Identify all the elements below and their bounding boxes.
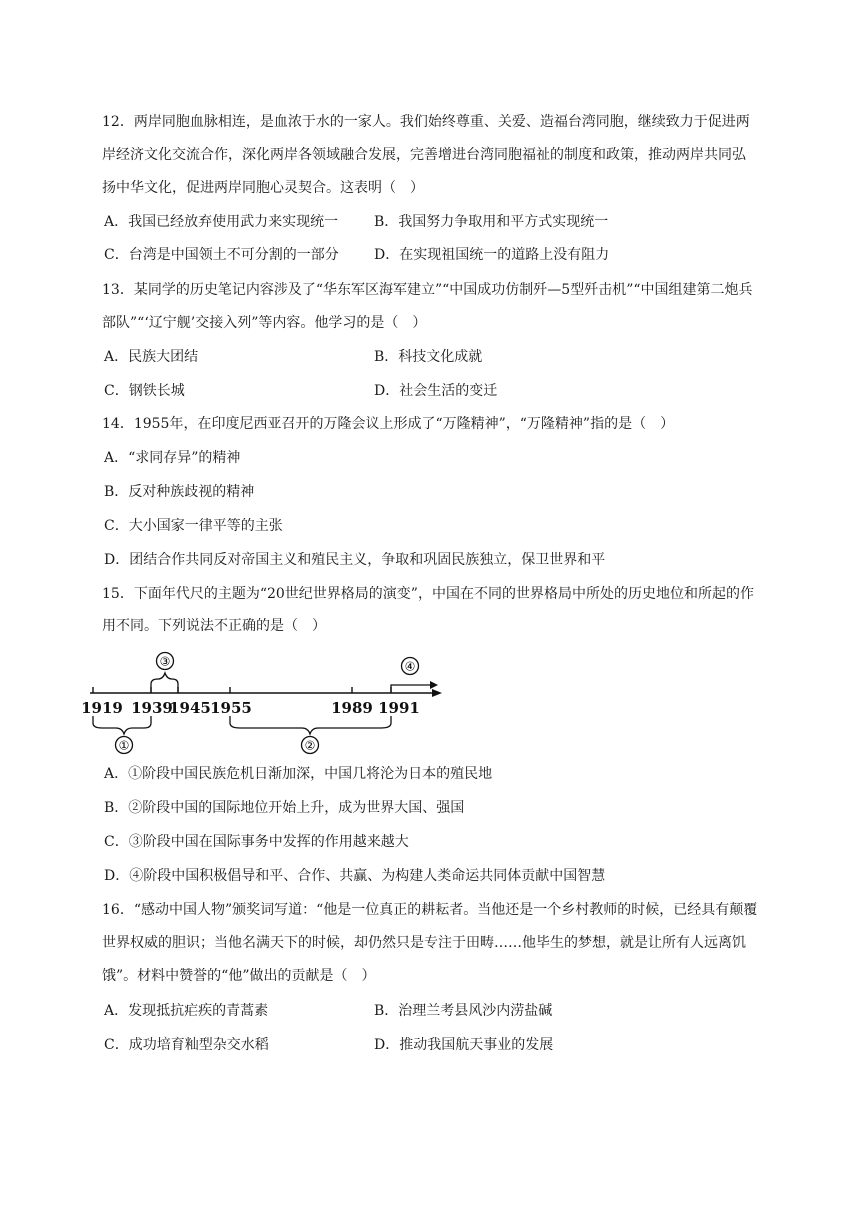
q16-option-b: B．治理兰考县风沙内涝盐碱 [374, 1003, 553, 1019]
timeline-year-1989: 1989 [331, 699, 373, 717]
timeline-year-1939: 1939 [131, 699, 173, 717]
q15-stem-line-1: 15．下面年代尺的主题为“20世纪世界格局的演变”，中国在不同的世界格局中所处的历史地位和所起的作 [102, 586, 754, 602]
q12-option-b: B．我国努力争取用和平方式实现统一 [374, 214, 609, 230]
q12-stem-line-3: 扬中华文化，促进两岸同胞心灵契合。这表明（ ） [102, 180, 424, 196]
q16-stem-line-1: 16．“感动中国人物”颁奖词写道：“他是一位真正的耕耘者。当他还是一个乡村教师的时候，已经具有颠覆 [102, 902, 758, 918]
q16-option-a: A．发现抵抗疟疾的青蒿素 [104, 1003, 269, 1019]
q16-stem-line-3: 饿”。材料中赞誉的“他”做出的贡献是（ ） [102, 968, 376, 984]
timeline-marker-2 [230, 716, 391, 754]
q14-option-d: D．团结合作共同反对帝国主义和殖民主义，争取和巩固民族独立，保卫世界和平 [104, 552, 606, 568]
q14-option-c: C．大小国家一律平等的主张 [104, 518, 283, 534]
q14-option-b: B．反对种族歧视的精神 [104, 484, 255, 500]
svg-text:①: ① [118, 738, 130, 753]
q12-option-d: D．在实现祖国统一的道路上没有阻力 [374, 247, 610, 263]
timeline-marker-3 [151, 653, 178, 694]
q12-option-a: A．我国已经放弃使用武力来实现统一 [104, 214, 339, 230]
timeline-year-1991: 1991 [378, 699, 420, 717]
q15-option-d: D．④阶段中国积极倡导和平、合作、共赢、为构建人类命运共同体贡献中国智慧 [104, 868, 606, 884]
q12-stem-line-2: 岸经济文化交流合作，深化两岸各领域融合发展，完善增进台湾同胞福祉的制度和政策，推动两岸共同弘 [102, 147, 746, 163]
q12-stem-line-1: 12．两岸同胞血脉相连，是血浓于水的一家人。我们始终尊重、关爱、造福台湾同胞，继续致力于促进两 [102, 114, 750, 130]
q13-option-c: C．钢铁长城 [104, 383, 185, 399]
q15-option-a: A．①阶段中国民族危机日渐加深，中国几将沦为日本的殖民地 [104, 766, 493, 782]
q13-option-b: B．科技文化成就 [374, 349, 483, 365]
timeline-year-1919: 1919 [81, 699, 123, 717]
q15-option-b: B．②阶段中国的国际地位开始上升，成为世界大国、强国 [104, 800, 465, 816]
q15-option-c: C．③阶段中国在国际事务中发挥的作用越来越大 [104, 834, 409, 850]
timeline-marker-4 [391, 658, 438, 693]
q16-stem-line-2: 世界权威的胆识；当他名满天下的时候，却仍然只是专注于田畴……他毕生的梦想，就是让所有人远离饥 [102, 935, 746, 951]
q12-option-c: C．台湾是中国领土不可分割的一部分 [104, 247, 339, 263]
q16-option-c: C．成功培育籼型杂交水稻 [104, 1037, 269, 1053]
q13-stem-line-1: 13．某同学的历史笔记内容涉及了“华东军区海军建立”“中国成功仿制歼—5型歼击机”“中国组建第二炮兵 [102, 282, 753, 298]
q15-stem-line-2: 用不同。下列说法不正确的是（ ） [102, 618, 326, 634]
q14-stem-line-1: 14．1955年，在印度尼西亚召开的万隆会议上形成了“万隆精神”，“万隆精神”指的是（ ） [102, 416, 675, 432]
timeline-year-1955: 1955 [210, 699, 252, 717]
q14-option-a: A．“求同存异”的精神 [104, 450, 241, 466]
svg-text:③: ③ [159, 654, 171, 669]
timeline-year-1945: 1945 [169, 699, 211, 717]
q13-stem-line-2: 部队”“‘辽宁舰’交接入列”等内容。他学习的是（ ） [102, 315, 427, 331]
q13-option-a: A．民族大团结 [104, 349, 199, 365]
q16-option-d: D．推动我国航天事业的发展 [374, 1037, 554, 1053]
q13-option-d: D．社会生活的变迁 [374, 383, 498, 399]
timeline-axis [90, 687, 442, 697]
timeline-figure [80, 648, 450, 758]
svg-text:②: ② [304, 738, 316, 753]
timeline-marker-1 [93, 716, 151, 754]
svg-text:④: ④ [404, 659, 416, 674]
